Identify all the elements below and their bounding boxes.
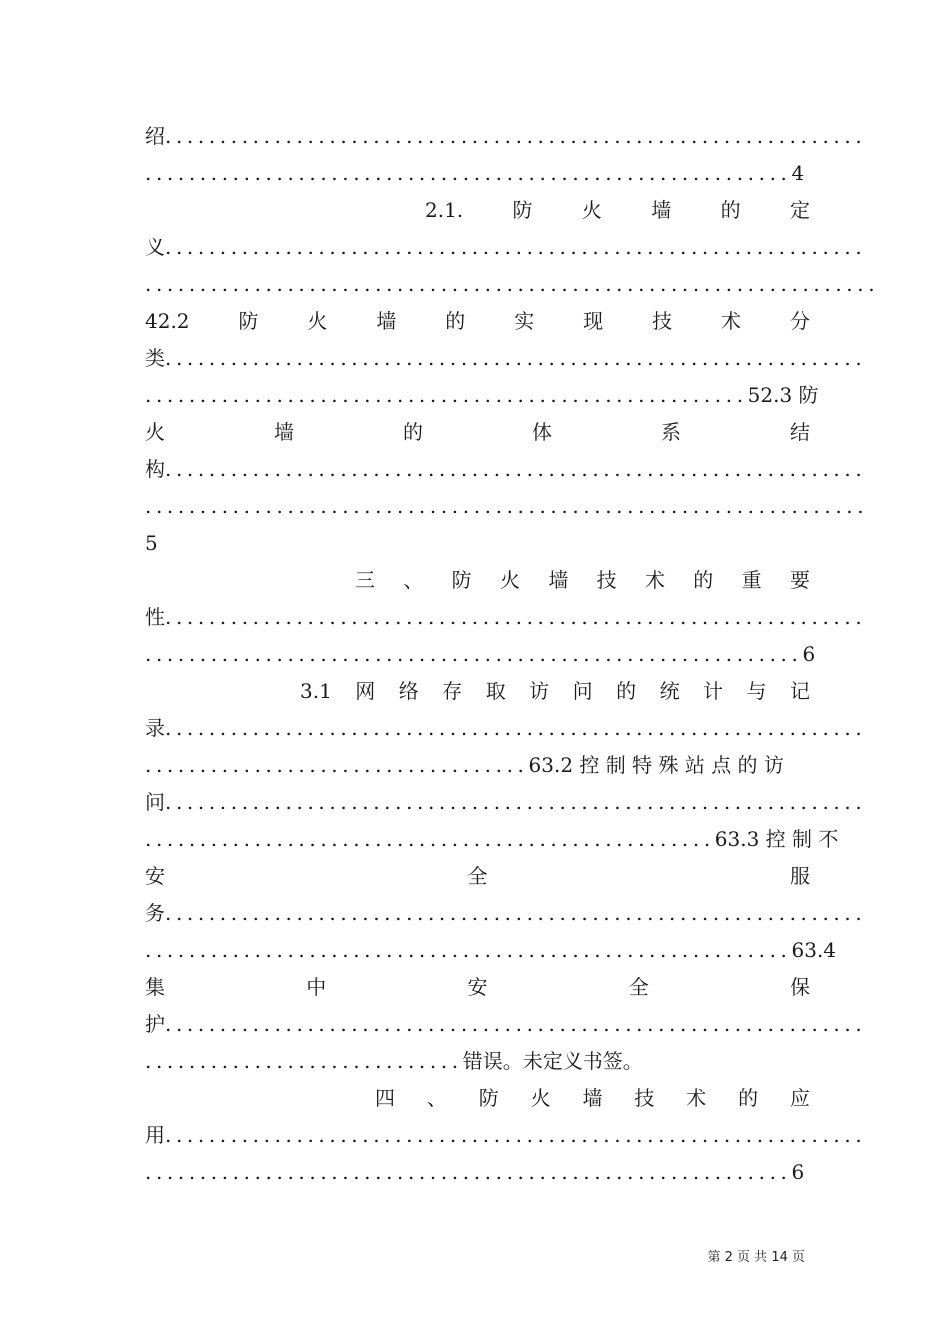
toc-text: 4 [791, 161, 805, 185]
toc-line [145, 784, 867, 821]
toc-leader-dots: ................................................................ [165, 790, 867, 814]
toc-line [145, 377, 819, 414]
toc-text: 体 [532, 420, 552, 444]
toc-text: 实 [514, 309, 535, 333]
toc-text: 结 [790, 420, 810, 444]
toc-line [145, 229, 867, 266]
toc-text: 术 [644, 568, 665, 592]
toc-text: 6 [802, 642, 816, 666]
toc-text: 全 [467, 864, 488, 888]
toc-text: 安 [467, 975, 488, 999]
toc-leader-dots: ................................................................ [165, 605, 867, 629]
toc-line [145, 340, 867, 377]
toc-text: 墙 [274, 420, 294, 444]
toc-text: 的 [403, 420, 423, 444]
toc-text: 集 [145, 975, 165, 999]
toc-text: 录 [145, 716, 165, 740]
toc-text: 5 [145, 531, 158, 555]
toc-text: 墙 [582, 1086, 603, 1110]
toc-text: 、 [426, 1086, 447, 1110]
toc-text: 的 [720, 198, 741, 222]
toc-line [145, 266, 880, 303]
toc-line [145, 895, 867, 932]
toc-text: 统 [659, 679, 680, 703]
page-number-footer: 第 2 页 共 14 页 [707, 1250, 805, 1265]
toc-text: 术 [721, 309, 742, 333]
toc-text: 的 [616, 679, 637, 703]
toc-text: 6 [791, 1160, 805, 1184]
toc-text: 应 [790, 1086, 810, 1110]
toc-text: 问 [145, 790, 165, 814]
toc-text: 3.1 [300, 679, 332, 703]
toc-leader-dots: ....................................................... [145, 383, 748, 407]
toc-line [145, 192, 810, 229]
toc-text: 四 [375, 1086, 395, 1110]
toc-text: 技 [634, 1086, 655, 1110]
toc-leader-dots: ................................................................ [165, 235, 867, 259]
toc-leader-dots: ............................................................ [145, 642, 803, 666]
toc-text: 构 [145, 457, 165, 481]
toc-text: 保 [790, 975, 810, 999]
toc-line [145, 1080, 810, 1117]
toc-line [145, 1043, 810, 1080]
toc-line [145, 710, 867, 747]
toc-text: 墙 [376, 309, 397, 333]
toc-text: 防 [238, 309, 259, 333]
toc-text: 火 [499, 568, 520, 592]
toc-text: 系 [661, 420, 681, 444]
toc-text: 计 [703, 679, 724, 703]
toc-leader-dots: ........................................................... [145, 1160, 792, 1184]
toc-text: 用 [145, 1123, 165, 1147]
toc-text: 火 [581, 198, 602, 222]
toc-text: 性 [145, 605, 165, 629]
toc-text: 取 [485, 679, 506, 703]
toc-text: 的 [445, 309, 466, 333]
toc-text: 防 [512, 198, 533, 222]
toc-leader-dots: ................................................................ [165, 346, 867, 370]
toc-text: 2.1. [425, 198, 464, 222]
toc-text: 问 [572, 679, 593, 703]
toc-text: 的 [738, 1086, 759, 1110]
toc-leader-dots: ................................................................ [165, 1012, 867, 1036]
toc-text: 现 [583, 309, 604, 333]
toc-text: 墙 [548, 568, 569, 592]
toc-line [145, 599, 867, 636]
toc-text: 护 [145, 1012, 165, 1036]
toc-text: 火 [530, 1086, 551, 1110]
toc-text: 中 [306, 975, 327, 999]
toc-text: 火 [145, 420, 165, 444]
toc-text: 三 [355, 568, 375, 592]
toc-line [145, 1117, 867, 1154]
toc-line [145, 1006, 867, 1043]
toc-text: 火 [307, 309, 328, 333]
toc-line [145, 673, 810, 710]
toc-line [145, 747, 810, 784]
toc-leader-dots: ............................. [145, 1049, 463, 1073]
toc-leader-dots: .................................................... [145, 827, 715, 851]
toc-line [145, 525, 810, 562]
toc-leader-dots: ................................................................ [165, 457, 867, 481]
toc-text: 存 [442, 679, 463, 703]
toc-leader-dots: .................................................................. [145, 494, 869, 518]
toc-text: 重 [741, 568, 762, 592]
toc-text: 错误。未定义书签。 [462, 1049, 643, 1073]
toc-line [145, 636, 816, 673]
toc-leader-dots: ................................................................ [165, 901, 867, 925]
toc-leader-dots: ........................................................... [145, 938, 792, 962]
toc-leader-dots: ................................................................... [145, 272, 880, 296]
toc-text: 安 [145, 864, 165, 888]
table-of-contents [145, 118, 880, 1191]
toc-text: 络 [398, 679, 419, 703]
toc-line [145, 155, 810, 192]
toc-text: 服 [790, 864, 810, 888]
toc-line [145, 969, 810, 1006]
toc-text: 义 [145, 235, 165, 259]
toc-text: 类 [145, 346, 165, 370]
toc-line [145, 414, 810, 451]
toc-text: 分 [789, 309, 810, 333]
toc-text: 与 [746, 679, 767, 703]
toc-text: 技 [596, 568, 617, 592]
toc-text: 务 [145, 901, 165, 925]
toc-leader-dots: ................................................................ [165, 124, 867, 148]
toc-text: 访 [529, 679, 550, 703]
toc-text: 记 [789, 679, 810, 703]
toc-line [145, 1154, 810, 1191]
toc-leader-dots: ................................................................ [165, 716, 867, 740]
toc-line [145, 562, 810, 599]
toc-leader-dots: ........................................................... [145, 161, 792, 185]
toc-line [145, 858, 810, 895]
toc-line [145, 488, 869, 525]
toc-text: 全 [628, 975, 649, 999]
toc-leader-dots: ................................... [145, 753, 529, 777]
toc-text: 63.4 [791, 938, 837, 962]
toc-text: 52.3 防 [747, 383, 819, 407]
toc-text: 42.2 [145, 309, 190, 333]
toc-leader-dots: ................................................................ [165, 1123, 867, 1147]
toc-text: 63.3 控 制 不 [714, 827, 839, 851]
toc-text: 63.2 控 制 特 殊 站 点 的 访 [528, 753, 784, 777]
toc-text: 绍 [145, 124, 165, 148]
toc-text: 定 [789, 198, 810, 222]
toc-text: 术 [686, 1086, 707, 1110]
toc-text: 墙 [651, 198, 672, 222]
toc-text: 要 [789, 568, 810, 592]
toc-text: 、 [403, 568, 424, 592]
toc-text: 防 [451, 568, 472, 592]
toc-text: 技 [652, 309, 673, 333]
toc-text: 防 [478, 1086, 499, 1110]
toc-text: 网 [355, 679, 376, 703]
toc-text: 的 [693, 568, 714, 592]
toc-line [145, 451, 867, 488]
toc-line [145, 821, 839, 858]
toc-line [145, 932, 837, 969]
toc-line [145, 118, 867, 155]
toc-line [145, 303, 810, 340]
